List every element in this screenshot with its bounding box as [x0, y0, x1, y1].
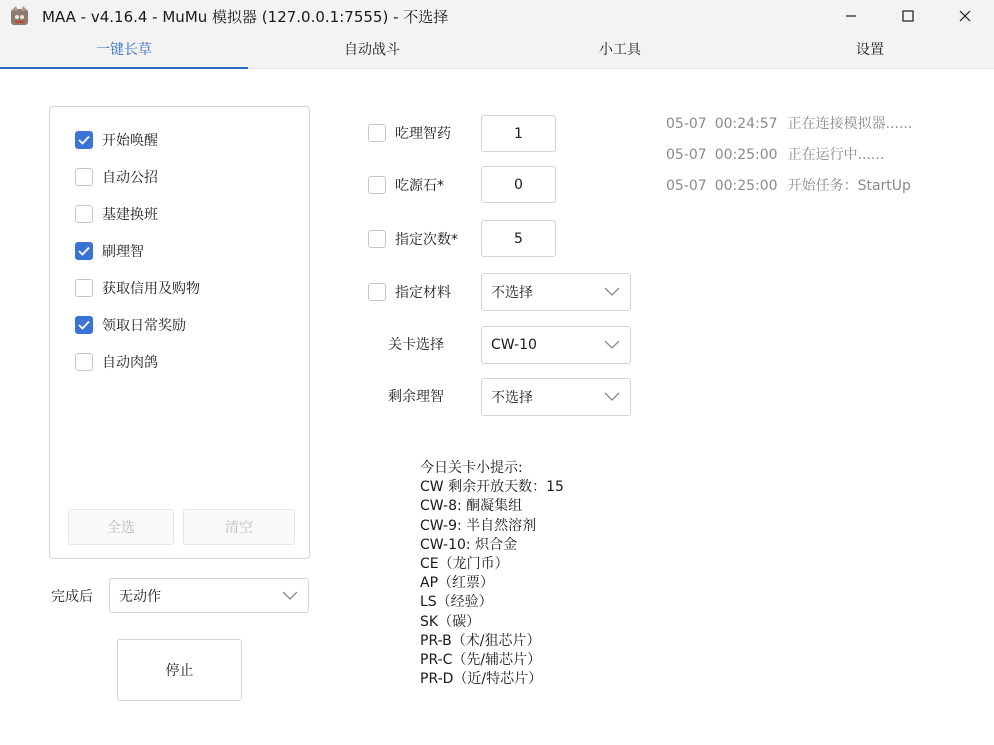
- remaining-sanity-select[interactable]: [481, 378, 631, 416]
- stone-checkbox[interactable]: [368, 176, 386, 194]
- times-option[interactable]: [368, 229, 458, 249]
- task-checkbox[interactable]: [75, 205, 93, 223]
- task-checkbox[interactable]: [75, 242, 93, 260]
- log-entry: [666, 144, 884, 164]
- log-date: 05-07: [666, 116, 707, 132]
- task-label: 开始唤醒: [102, 133, 158, 149]
- tip-line: CW-9: 半自然溶剂: [420, 517, 537, 534]
- check-icon: [78, 320, 90, 330]
- task-item-recruit[interactable]: [75, 167, 158, 187]
- check-icon: [78, 246, 90, 256]
- task-checkbox[interactable]: [75, 168, 93, 186]
- log-message: 开始任务：StartUp: [787, 178, 911, 194]
- minimize-button[interactable]: [822, 0, 880, 32]
- title-bar: [0, 0, 994, 32]
- material-label: 指定材料: [395, 285, 451, 301]
- remaining-sanity-label: 剩余理智: [388, 389, 444, 405]
- log-entry: [666, 175, 911, 195]
- chevron-down-icon: [604, 340, 620, 350]
- log-message: 正在连接模拟器......: [787, 116, 913, 132]
- task-label: 基建换班: [102, 207, 158, 223]
- material-option[interactable]: [368, 282, 451, 302]
- times-checkbox[interactable]: [368, 230, 386, 248]
- maximize-button[interactable]: [879, 0, 937, 32]
- chevron-down-icon: [604, 392, 620, 402]
- tip-line: 今日关卡小提示:: [420, 460, 523, 476]
- log-entry: [666, 113, 912, 133]
- task-checkbox[interactable]: [75, 131, 93, 149]
- material-checkbox[interactable]: [368, 283, 386, 301]
- tab-farming[interactable]: 一键长草: [0, 32, 248, 68]
- medicine-option[interactable]: [368, 123, 451, 143]
- log-date: 05-07: [666, 178, 707, 194]
- main-tabs: [0, 32, 994, 69]
- stage-value: CW-10: [491, 337, 537, 353]
- tip-line: CW 剩余开放天数：15: [420, 479, 564, 496]
- task-checkbox[interactable]: [75, 316, 93, 334]
- tip-line: PR-D（近/特芯片）: [420, 671, 543, 688]
- tab-auto-battle[interactable]: 自动战斗: [344, 42, 400, 58]
- times-count-input[interactable]: 5: [481, 220, 556, 257]
- task-label: 获取信用及购物: [102, 281, 200, 297]
- after-finish-label: 完成后: [51, 589, 93, 605]
- task-item-roguelike[interactable]: [75, 352, 158, 372]
- tip-line: CW-10: 炽合金: [420, 536, 518, 553]
- tip-line: PR-C（先/辅芯片）: [420, 652, 542, 669]
- minimize-icon: [845, 10, 857, 22]
- select-all-button[interactable]: 全选: [68, 509, 174, 545]
- medicine-label: 吃理智药: [395, 126, 451, 142]
- stage-tips: [420, 459, 564, 689]
- material-value: 不选择: [491, 285, 533, 301]
- tip-line: SK（碳）: [420, 613, 481, 630]
- after-finish-select[interactable]: [109, 578, 309, 613]
- task-item-wakeup[interactable]: [75, 130, 158, 150]
- log-time: 00:24:57: [714, 116, 778, 132]
- log-date: 05-07: [666, 147, 707, 163]
- maa-app-icon: [9, 6, 30, 26]
- after-finish-value: 无动作: [119, 588, 161, 605]
- stop-button[interactable]: 停止: [117, 639, 242, 701]
- stage-select[interactable]: [481, 326, 631, 364]
- tip-line: CE（龙门币）: [420, 556, 509, 573]
- task-item-credit-shop[interactable]: [75, 278, 200, 298]
- log-time: 00:25:00: [714, 147, 778, 163]
- task-checkbox[interactable]: [75, 279, 93, 297]
- check-icon: [78, 135, 90, 145]
- task-checkbox[interactable]: [75, 353, 93, 371]
- task-label: 刷理智: [102, 244, 144, 260]
- times-label: 指定次数*: [395, 232, 458, 248]
- task-item-base-shift[interactable]: [75, 204, 158, 224]
- maximize-icon: [902, 10, 914, 22]
- task-label: 自动肉鸽: [102, 355, 158, 371]
- chevron-down-icon: [282, 591, 298, 601]
- log-time: 00:25:00: [714, 178, 778, 194]
- window-title: MAA - v4.16.4 - MuMu 模拟器 (127.0.0.1:7555) - 不选择: [42, 8, 449, 26]
- tip-line: LS（经验）: [420, 594, 493, 611]
- log-message: 正在运行中......: [787, 147, 885, 163]
- stone-count-input[interactable]: 0: [481, 166, 556, 203]
- task-item-daily-rewards[interactable]: [75, 315, 186, 335]
- tip-line: CW-8: 酮凝集组: [420, 498, 523, 515]
- stage-label: 关卡选择: [388, 337, 444, 353]
- task-item-sanity[interactable]: [75, 241, 144, 261]
- task-list-panel: [49, 106, 310, 559]
- material-select[interactable]: [481, 273, 631, 311]
- medicine-checkbox[interactable]: [368, 124, 386, 142]
- stone-option[interactable]: [368, 175, 444, 195]
- close-button[interactable]: [936, 0, 994, 32]
- task-label: 领取日常奖励: [102, 318, 186, 334]
- tab-tools[interactable]: 小工具: [599, 42, 641, 58]
- medicine-count-input[interactable]: 1: [481, 115, 556, 152]
- close-icon: [959, 10, 971, 22]
- chevron-down-icon: [604, 287, 620, 297]
- clear-button[interactable]: 清空: [183, 509, 295, 545]
- tip-line: PR-B（术/狙芯片）: [420, 632, 541, 649]
- stone-label: 吃源石*: [395, 178, 444, 194]
- tip-line: AP（红票）: [420, 575, 495, 592]
- task-label: 自动公招: [102, 170, 158, 186]
- tab-settings[interactable]: 设置: [856, 42, 884, 58]
- remaining-sanity-value: 不选择: [491, 390, 533, 406]
